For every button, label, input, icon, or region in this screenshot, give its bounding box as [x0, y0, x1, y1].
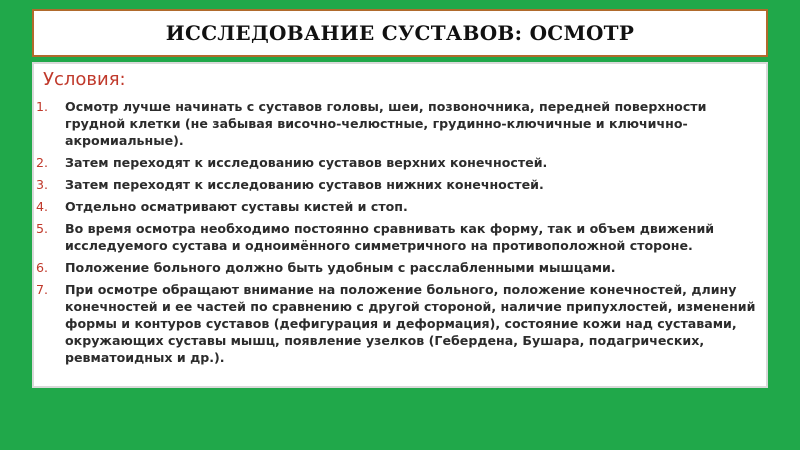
content-box: [32, 62, 768, 388]
item-text: Затем переходят к исследованию суставов верхних конечностей.: [65, 155, 548, 170]
list-item: [34, 154, 768, 171]
conditions-list: [34, 98, 768, 371]
item-text: Отдельно осматривают суставы кистей и стоп.: [65, 199, 408, 214]
item-number: 3.: [36, 177, 49, 192]
item-number: 4.: [36, 199, 49, 214]
item-text: Положение больного должно быть удобным с расслабленными мышцами.: [65, 260, 616, 275]
item-number: 1.: [36, 99, 49, 114]
item-number: 2.: [36, 155, 49, 170]
list-item: [34, 259, 768, 276]
conditions-heading: Условия:: [43, 69, 126, 90]
item-text: Затем переходят к исследованию суставов нижних конечностей.: [65, 177, 544, 192]
item-number: 6.: [36, 260, 49, 275]
slide-title: ИССЛЕДОВАНИЕ СУСТАВОВ: ОСМОТР: [165, 21, 635, 45]
list-item: [34, 176, 768, 193]
item-number: 5.: [36, 221, 49, 236]
item-text: Во время осмотра необходимо постоянно сравнивать как форму, так и объем движений исследуемого сустава и одноимённого симметричного на противоположной стороне.: [65, 221, 715, 253]
item-text: При осмотре обращают внимание на положение больного, положение конечностей, длину конечностей и ее частей по сравнению с другой стороной, наличие припухлостей, изменений формы и контуров суставов (дефигурация и деформация), состояние кожи над суставами, окружающих суставы мышц, появление узелков (Гебердена, Бушара, подагрических, ревматоидных и др.).: [65, 282, 756, 365]
list-item: [34, 220, 768, 254]
item-text: Осмотр лучше начинать с суставов головы, шеи, позвоночника, передней поверхности грудной клетки (не забывая височно-челюстные, грудинно-ключичные и ключично-акромиальные).: [65, 99, 707, 148]
title-box: [32, 9, 768, 57]
list-item: [34, 198, 768, 215]
list-item: [34, 281, 768, 366]
item-number: 7.: [36, 282, 49, 297]
list-item: [34, 98, 768, 149]
